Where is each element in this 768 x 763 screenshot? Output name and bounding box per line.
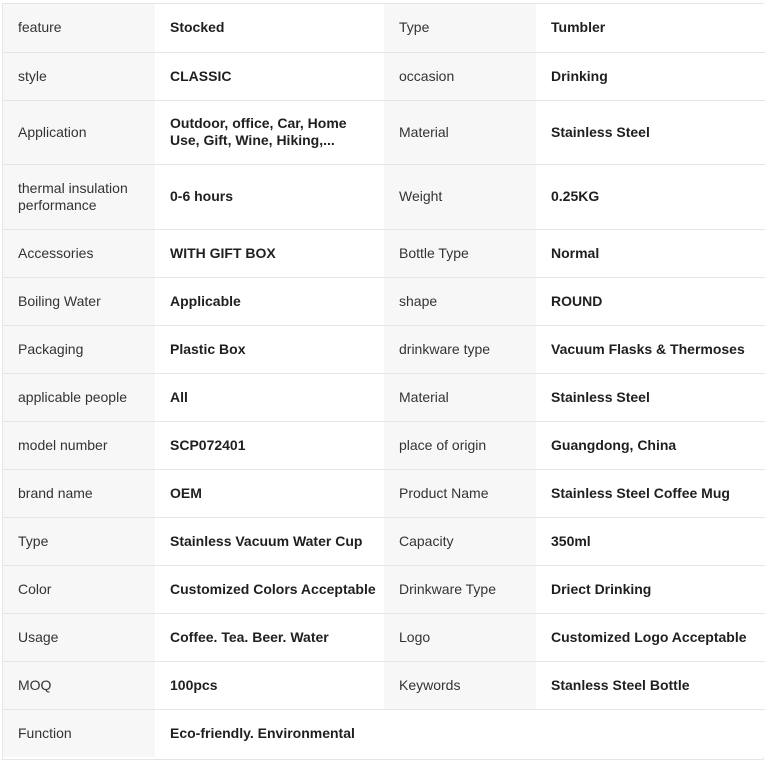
attribute-value: Applicable [155, 277, 384, 325]
attribute-value: Customized Logo Acceptable [536, 613, 765, 661]
attribute-value: Guangdong, China [536, 421, 765, 469]
attribute-value: Driect Drinking [536, 565, 765, 613]
attribute-value: Stainless Steel [536, 373, 765, 421]
product-attributes-table [2, 3, 764, 760]
attribute-value: OEM [155, 469, 384, 517]
table-row [3, 709, 765, 757]
table-row [3, 661, 765, 709]
attribute-value: WITH GIFT BOX [155, 229, 384, 277]
attribute-label: Boiling Water [3, 277, 155, 325]
table-row [3, 100, 765, 164]
table-row [3, 469, 765, 517]
attribute-label: brand name [3, 469, 155, 517]
attribute-label: Function [3, 709, 155, 757]
attribute-value: 350ml [536, 517, 765, 565]
attribute-label: Drinkware Type [384, 565, 536, 613]
attribute-value: 100pcs [155, 661, 384, 709]
attribute-label: Application [3, 100, 155, 164]
attribute-label: applicable people [3, 373, 155, 421]
attribute-value: Vacuum Flasks & Thermoses [536, 325, 765, 373]
attribute-label: Capacity [384, 517, 536, 565]
attribute-value: 0.25KG [536, 164, 765, 229]
empty-cell [536, 709, 765, 757]
attribute-value: ROUND [536, 277, 765, 325]
attribute-label: shape [384, 277, 536, 325]
attribute-label: Product Name [384, 469, 536, 517]
attribute-label: Type [384, 4, 536, 52]
attribute-label: Color [3, 565, 155, 613]
attribute-label: Material [384, 100, 536, 164]
attribute-value: Stocked [155, 4, 384, 52]
attribute-label: Keywords [384, 661, 536, 709]
attribute-label: Weight [384, 164, 536, 229]
table-row [3, 277, 765, 325]
attribute-label: Logo [384, 613, 536, 661]
attribute-label: Material [384, 373, 536, 421]
attribute-label: MOQ [3, 661, 155, 709]
attribute-value: Stanless Steel Bottle [536, 661, 765, 709]
attribute-value: Stainless Vacuum Water Cup [155, 517, 384, 565]
table-row [3, 565, 765, 613]
attribute-value: Coffee. Tea. Beer. Water [155, 613, 384, 661]
attribute-value: Drinking [536, 52, 765, 100]
attribute-value: SCP072401 [155, 421, 384, 469]
table-row [3, 517, 765, 565]
attribute-value: All [155, 373, 384, 421]
table-row [3, 325, 765, 373]
attribute-value: Outdoor, office, Car, Home Use, Gift, Wine, Hiking,... [155, 100, 384, 164]
attribute-value: Stainless Steel [536, 100, 765, 164]
attribute-label: feature [3, 4, 155, 52]
attribute-label: style [3, 52, 155, 100]
attribute-label: Type [3, 517, 155, 565]
attribute-label: occasion [384, 52, 536, 100]
attribute-label: Packaging [3, 325, 155, 373]
empty-cell [384, 709, 536, 757]
table-row [3, 373, 765, 421]
attributes-grid [3, 4, 765, 757]
attribute-value: Plastic Box [155, 325, 384, 373]
attribute-value: Normal [536, 229, 765, 277]
attribute-value: 0-6 hours [155, 164, 384, 229]
attribute-value: CLASSIC [155, 52, 384, 100]
attribute-label: model number [3, 421, 155, 469]
table-row [3, 164, 765, 229]
attribute-label: drinkware type [384, 325, 536, 373]
table-row [3, 4, 765, 52]
table-row [3, 421, 765, 469]
table-row [3, 613, 765, 661]
attribute-label: place of origin [384, 421, 536, 469]
table-row [3, 229, 765, 277]
attribute-value: Stainless Steel Coffee Mug [536, 469, 765, 517]
table-row [3, 52, 765, 100]
attribute-label: thermal insulation performance [3, 164, 155, 229]
attribute-value: Tumbler [536, 4, 765, 52]
attribute-label: Usage [3, 613, 155, 661]
attribute-value: Customized Colors Acceptable [155, 565, 384, 613]
attribute-label: Accessories [3, 229, 155, 277]
attribute-label: Bottle Type [384, 229, 536, 277]
attribute-value: Eco-friendly. Environmental [155, 709, 384, 757]
